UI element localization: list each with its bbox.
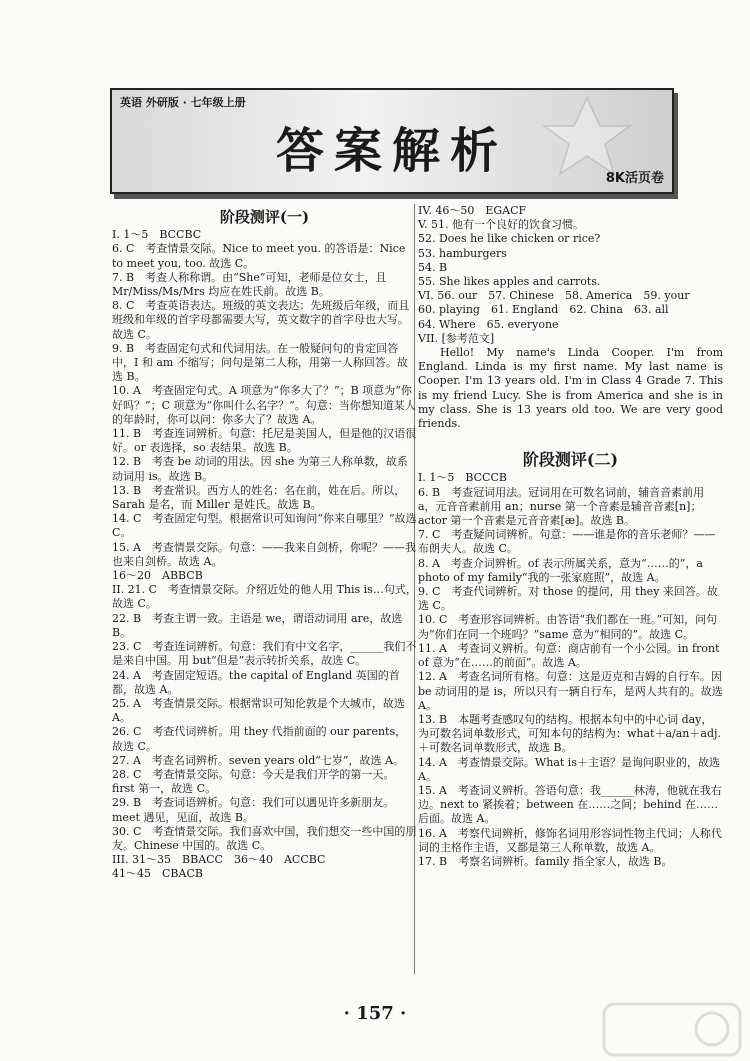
answer-item: 16～20 ABBCB	[112, 569, 203, 583]
answer-item: II. 21. C 考查情景交际。介绍近处的他人用 This is…句式，故选 C。	[112, 583, 417, 611]
answer-item: 14. A 考查情景交际。What is＋主语？是询问职业的，故选 A。	[418, 755, 720, 783]
answer-item: 7. B 考查人称称谓。由“She”可知，老师是位女士，且 Mr/Miss/Ms/Mrs 均应在姓氏前。故选 B。	[112, 270, 387, 299]
right-column	[418, 204, 723, 869]
answer-item: 12. A 考查名词所有格。句意：这是迈克和吉姆的自行车。因 be 动词用的是 is，所以只有一辆自行车，是两人共有的。故选 A。	[418, 670, 723, 712]
answer-item: 10. A 考查固定句式。A 项意为“你多大了？”；B 项意为“你好吗？”；C 项意为“你叫什么名字？”。句意：当你想知道某人的年龄时，你可以问：你多大了？故选 A。	[112, 384, 416, 426]
answer-list-test-1-continued	[418, 204, 723, 346]
answer-item: 54. B	[418, 260, 448, 274]
answer-item: 25. A 考查情景交际。根据常识可知伦敦是个大城市，故选 A。	[112, 696, 405, 725]
answer-item: 8. C 考查英语表达。班级的英文表达：先班级后年级，而且班级和年级的首字母都需要大写，英文数字的首字母也大写。故选 C。	[112, 299, 410, 341]
answer-list-test-1	[112, 228, 417, 881]
answer-item: 12. B 考查 be 动词的用法。因 she 为第三人称单数，故系动词用 is。故选 B。	[112, 455, 408, 483]
answer-item: 53. hamburgers	[418, 246, 507, 260]
answer-item: 52. Does he like chicken or rice?	[418, 232, 601, 246]
answer-item: 23. C 考查连词辨析。句意：我们有中文名字，______我们不是来自中国。用 but“但是”表示转折关系，故选 C。	[112, 640, 417, 668]
answer-item: I. 1～5 BCCCB	[418, 471, 507, 485]
answer-item: 7. C 考查疑问词辨析。句意：——谁是你的音乐老师？——布朗夫人。故选 C。	[418, 528, 716, 556]
answer-item: 29. B 考查词语辨析。句意：我们可以遇见许多新朋友。meet 遇见，见面，故选 B。	[112, 796, 395, 824]
answer-item: 17. B 考察名词辨析。family 指全家人，故选 B。	[418, 854, 673, 868]
answer-item: 41～45 CBACB	[112, 867, 203, 881]
answer-item: 24. A 考查固定短语。the capital of England 英国的首都，故选 A。	[112, 668, 400, 696]
answer-item: VII. [参考范文]	[418, 331, 495, 345]
answer-item: V. 51. 他有一个良好的饮食习惯。	[418, 218, 585, 232]
answer-item: 10. C 考查形容词辨析。由答语“我们都在一班。”可知，问句为“你们在同一个班吗？”same 意为“相同的”。故选 C。	[418, 613, 718, 641]
answer-item: 9. C 考查代词辨析。对 those 的提问，用 they 来回答。故选 C。	[418, 585, 718, 613]
answer-item: 16. A 考察代词辨析，修饰名词用形容词性物主代词；人称代词的主格作主语，又都是第三人称单数，故选 A。	[418, 826, 722, 854]
answer-item: IV. 46～50 EGACF	[418, 204, 527, 217]
section-title-test-2: 阶段测评(二)	[522, 450, 619, 470]
answer-item: 13. B 本题考查感叹句的结构。根据本句中的中心词 day，为可数名词单数形式，可知本句的结构为：what＋a/an＋adj.＋可数名词单数形式，故选 B。	[418, 712, 721, 755]
answer-item: 60. playing 61. England 62. China 63. all	[418, 303, 669, 317]
book-subtitle: 英语 外研版 · 七年级上册	[120, 96, 246, 109]
answer-item: 9. B 考查固定句式和代词用法。在一般疑问句的肯定回答中，I 和 am 不缩写；问句是第二人称，用第一人称回答。故选 B。	[112, 341, 408, 384]
answer-item: 26. C 考查代词辨析。用 they 代指前面的 our parents，故选 C。	[112, 725, 407, 753]
answer-item: 6. B 考查冠词用法。冠词用在可数名词前，辅音音素前用 a，元音音素前用 an；nurse 第一个音素是辅音音素[n]；actor 第一个音素是元音音素[æ]。故选 B。	[418, 485, 705, 528]
page-number: · 157 ·	[343, 1003, 407, 1024]
answer-item: 64. Where 65. everyone	[418, 317, 559, 331]
answer-item: 11. A 考查词义辨析。句意：商店前有一个小公园。in front of 意为“在……的前面”。故选 A。	[418, 641, 720, 670]
answer-item: 11. B 考查连词辨析。句意：托尼是美国人，但是他的汉语很好。or 表选择，so 表结果。故选 B。	[112, 427, 417, 455]
answer-list-test-2	[418, 471, 723, 869]
answer-item: 55. She likes apples and carrots.	[418, 275, 601, 289]
answer-item: 27. A 考查名词辨析。seven years old“七岁”，故选 A。	[112, 753, 404, 767]
watermark-logo	[602, 1002, 742, 1057]
section-title-test-1: 阶段测评(一)	[219, 208, 310, 226]
answer-item: I. 1～5 BCCBC	[112, 228, 202, 242]
reference-essay: Hello! My name's Linda Cooper. I'm from England. Linda is my first name. My last name is Cooper. I'm 13 years old. I'm in Class 4 Grade 7. This is my friend Lucy. She is from America and she is in my class. She is 13 years old too. We are very good friends.	[418, 346, 723, 431]
edition-badge: 8K活页卷	[605, 171, 664, 186]
answer-header-banner	[110, 88, 674, 194]
answer-item: 13. B 考查常识。西方人的姓名：名在前，姓在后。所以，Sarah 是名，而 Miller 是姓氏。故选 B。	[112, 483, 406, 512]
answer-item: 14. C 考查固定句型。根据常识可知询问“你来自哪里？”故选 C。	[112, 512, 417, 540]
page-title: 答案解析	[275, 123, 508, 179]
answer-item: III. 31～35 BBACC 36～40 ACCBC	[112, 853, 326, 867]
answer-item: 30. C 考查情景交际。我们喜欢中国，我们想交一些中国的朋友。Chinese 中国的。故选 C。	[112, 824, 417, 852]
left-column	[112, 208, 417, 882]
answer-item: 22. B 考查主谓一致。主语是 we，谓语动词用 are，故选 B。	[112, 611, 403, 639]
answer-item: 8. A 考查介词辨析。of 表示所属关系，意为“……的”，a photo of my family“我的一张家庭照”，故选 A。	[418, 556, 703, 584]
answer-item: 6. C 考查情景交际。Nice to meet you. 的答语是：Nice to meet you, too. 故选 C。	[112, 242, 406, 270]
answer-item: VI. 56. our 57. Chinese 58. America 59. your	[418, 289, 690, 303]
answer-item: 28. C 考查情景交际。句意：今天是我们开学的第一天。first 第一，故选 C。	[112, 767, 395, 796]
answer-item: 15. A 考查词义辨析。答语句意：我______林涛，他就在我右边。next to 紧挨着；between 在……之间；behind 在……后面。故选 A。	[418, 783, 722, 826]
answer-item: 15. A 考查情景交际。句意：——我来自剑桥，你呢？——我也来自剑桥。故选 A。	[112, 540, 416, 568]
